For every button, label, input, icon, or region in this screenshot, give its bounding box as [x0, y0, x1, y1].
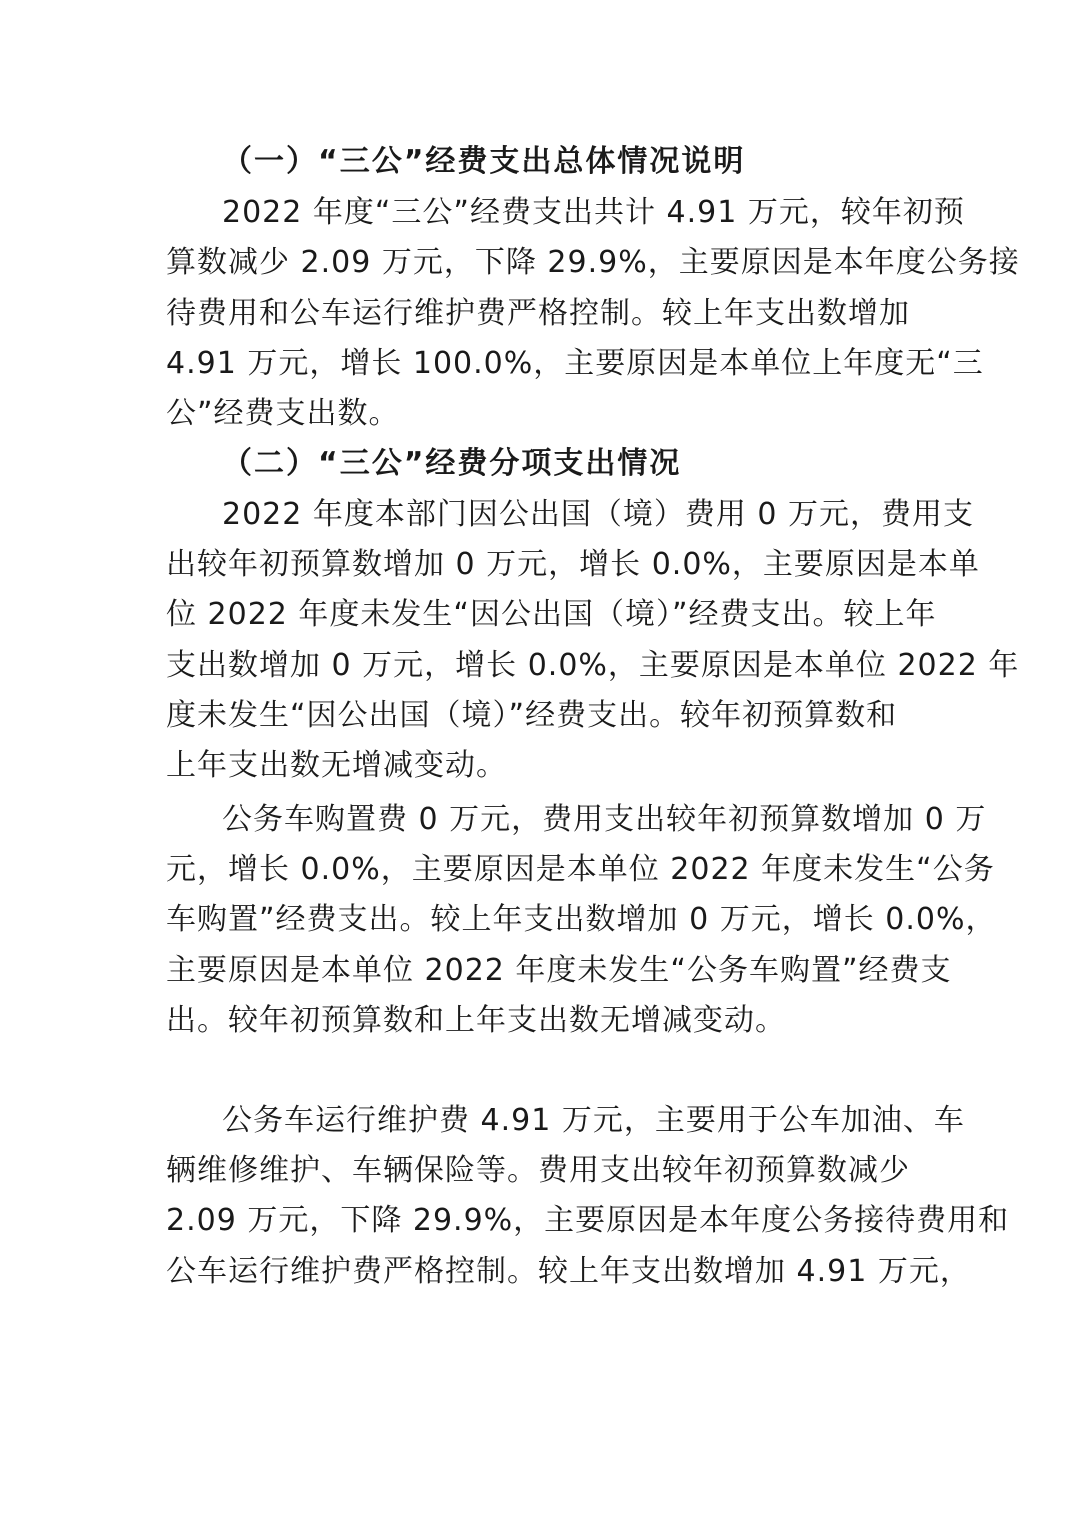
section1-line-1: 2022 年度“三公”经费支出共计 4.91 万元，较年初预 [222, 195, 965, 230]
section1-line-5: 公”经费支出数。 [166, 396, 400, 431]
section2-p1-line-6: 上年支出数无增减变动。 [166, 748, 507, 783]
section1-heading: （一）“三公”经费支出总体情况说明 [222, 144, 746, 179]
section1-line-2: 算数减少 2.09 万元，下降 29.9%，主要原因是本年度公务接 [166, 245, 1020, 280]
section2-p2-line-1: 公务车购置费 0 万元，费用支出较年初预算数增加 0 万 [222, 802, 987, 837]
section1-line-4: 4.91 万元，增长 100.0%，主要原因是本单位上年度无“三 [166, 346, 984, 381]
section2-p1-line-1: 2022 年度本部门因公出国（境）费用 0 万元，费用支 [222, 497, 975, 532]
section2-p3-line-4: 公车运行维护费严格控制。较上年支出数增加 4.91 万元， [166, 1254, 971, 1289]
section2-heading: （二）“三公”经费分项支出情况 [222, 446, 682, 481]
section2-p1-line-4: 支出数增加 0 万元，增长 0.0%，主要原因是本单位 2022 年 [166, 648, 1020, 683]
section2-p3-line-3: 2.09 万元，下降 29.9%，主要原因是本年度公务接待费用和 [166, 1203, 1010, 1238]
section2-p3-line-2: 辆维修维护、车辆保险等。费用支出较年初预算数减少 [166, 1153, 910, 1188]
section2-p2-line-4: 主要原因是本单位 2022 年度未发生“公务车购置”经费支 [166, 953, 952, 988]
section2-p2-line-2: 元，增长 0.0%，主要原因是本单位 2022 年度未发生“公务 [166, 852, 995, 887]
section2-p1-line-3: 位 2022 年度未发生“因公出国（境）”经费支出。较上年 [166, 597, 937, 632]
section2-p2-line-5: 出。较年初预算数和上年支出数无增减变动。 [166, 1003, 786, 1038]
section1-line-3: 待费用和公车运行维护费严格控制。较上年支出数增加 [166, 296, 910, 331]
section2-p2-line-3: 车购置”经费支出。较上年支出数增加 0 万元，增长 0.0%， [166, 902, 997, 937]
section2-p3-line-1: 公务车运行维护费 4.91 万元，主要用于公车加油、车 [222, 1103, 965, 1138]
section2-p1-line-5: 度未发生“因公出国（境）”经费支出。较年初预算数和 [166, 698, 898, 733]
section2-p1-line-2: 出较年初预算数增加 0 万元，增长 0.0%，主要原因是本单 [166, 547, 980, 582]
